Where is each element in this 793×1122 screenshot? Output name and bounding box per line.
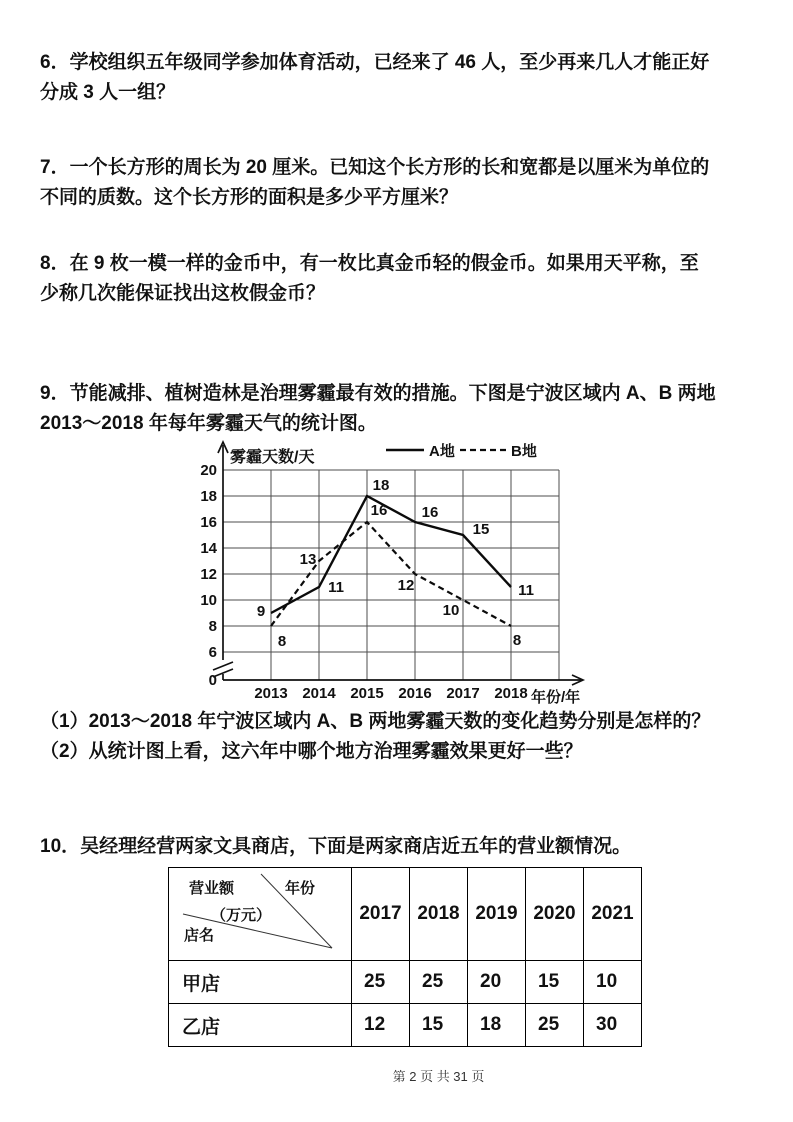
store-name-cell: 甲店: [169, 961, 352, 1004]
svg-text:12: 12: [397, 577, 415, 594]
svg-text:18: 18: [200, 488, 217, 505]
table-row-store-b: [169, 1004, 642, 1047]
question-9-line-1: 9．节能减排、植树造林是治理雾霾最有效的措施。下图是宁波区域内 A、B 两地: [40, 383, 716, 404]
question-8-line-1: 8．在 9 枚一模一样的金币中，有一枚比真金币轻的假金币。如果用天平称，至: [40, 253, 699, 274]
page-number: 第 2 页 共 31 页: [392, 1069, 485, 1084]
question-9-sub-1: （1）2013～2018 年宁波区域内 A、B 两地雾霾天数的变化趋势分别是怎样的？: [40, 711, 711, 732]
question-8-line-2: 少称几次能保证找出这枚假金币？: [40, 283, 326, 304]
question-8: [40, 249, 755, 309]
svg-text:12: 12: [200, 566, 217, 583]
svg-text:6: 6: [208, 644, 217, 661]
svg-text:15: 15: [472, 521, 490, 538]
svg-text:2014: 2014: [302, 685, 336, 702]
sales-value-cell: 10: [584, 961, 642, 1004]
sales-table-header-row: [169, 868, 642, 961]
store-name-cell: 乙店: [169, 1004, 352, 1047]
svg-text:13: 13: [299, 551, 317, 568]
svg-text:B地: B地: [511, 443, 537, 460]
table-row-store-a: [169, 961, 642, 1004]
sales-value-cell: 15: [410, 1004, 468, 1047]
question-7-line-1: 7．一个长方形的周长为 20 厘米。已知这个长方形的长和宽都是以厘米为单位的: [40, 157, 710, 178]
corner-label-store: 店名: [184, 927, 215, 944]
year-header-2018: 2018: [410, 868, 468, 961]
svg-text:16: 16: [200, 514, 217, 531]
sales-value-cell: 20: [468, 961, 526, 1004]
corner-label-metric: 营业额: [189, 880, 235, 897]
sales-value-cell: 25: [526, 1004, 584, 1047]
svg-text:10: 10: [442, 602, 460, 619]
question-9: [40, 379, 755, 439]
svg-text:8: 8: [277, 633, 287, 650]
question-7-line-2: 不同的质数。这个长方形的面积是多少平方厘米？: [40, 187, 459, 208]
corner-label-years: 年份: [285, 880, 316, 897]
question-10-line-1: 10．吴经理经营两家文具商店，下面是两家商店近五年的营业额情况。: [40, 836, 632, 857]
question-6-line-2: 分成 3 人一组？: [40, 82, 176, 103]
svg-text:2017: 2017: [446, 685, 480, 702]
question-9-line-2: 2013～2018 年每年雾霾天气的统计图。: [40, 413, 377, 434]
svg-text:18: 18: [372, 477, 390, 494]
sales-value-cell: 12: [352, 1004, 410, 1047]
sales-value-cell: 18: [468, 1004, 526, 1047]
year-header-2020: 2020: [526, 868, 584, 961]
svg-text:2018: 2018: [494, 685, 528, 702]
question-9-sub-2: （2）从统计图上看，这六年中哪个地方治理雾霾效果更好一些？: [40, 741, 583, 762]
haze-days-line-chart: [190, 439, 600, 707]
question-6-line-1: 6．学校组织五年级同学参加体育活动，已经来了 46 人，至少再来几人才能正好: [40, 52, 710, 73]
sales-table: [168, 867, 642, 1047]
haze-chart-wrap: [190, 439, 600, 707]
corner-label-unit: （万元）: [211, 907, 272, 924]
svg-text:8: 8: [208, 618, 217, 635]
sales-value-cell: 25: [352, 961, 410, 1004]
svg-text:14: 14: [200, 540, 217, 557]
svg-text:2015: 2015: [350, 685, 384, 702]
svg-text:11: 11: [328, 579, 344, 596]
svg-text:11: 11: [518, 582, 534, 599]
sales-value-cell: 30: [584, 1004, 642, 1047]
svg-text:9: 9: [256, 603, 266, 620]
question-10: [40, 832, 755, 862]
svg-text:0: 0: [208, 672, 217, 689]
question-7: [40, 153, 755, 213]
year-header-2017: 2017: [352, 868, 410, 961]
svg-text:20: 20: [200, 462, 217, 479]
svg-text:年份/年: 年份/年: [531, 689, 581, 706]
sales-value-cell: 15: [526, 961, 584, 1004]
svg-text:10: 10: [200, 592, 217, 609]
question-6: [40, 48, 755, 108]
svg-text:16: 16: [421, 504, 439, 521]
year-header-2021: 2021: [584, 868, 642, 961]
year-header-2019: 2019: [468, 868, 526, 961]
svg-text:8: 8: [512, 632, 522, 649]
svg-text:16: 16: [370, 502, 388, 519]
sales-value-cell: 25: [410, 961, 468, 1004]
question-9-subquestions: [40, 707, 755, 767]
svg-text:A地: A地: [429, 443, 455, 460]
svg-text:2013: 2013: [254, 685, 288, 702]
svg-text:雾霾天数/天: 雾霾天数/天: [230, 449, 315, 466]
sales-table-wrap: [168, 867, 793, 1047]
table-corner-cell: [169, 868, 352, 961]
svg-text:2016: 2016: [398, 685, 432, 702]
